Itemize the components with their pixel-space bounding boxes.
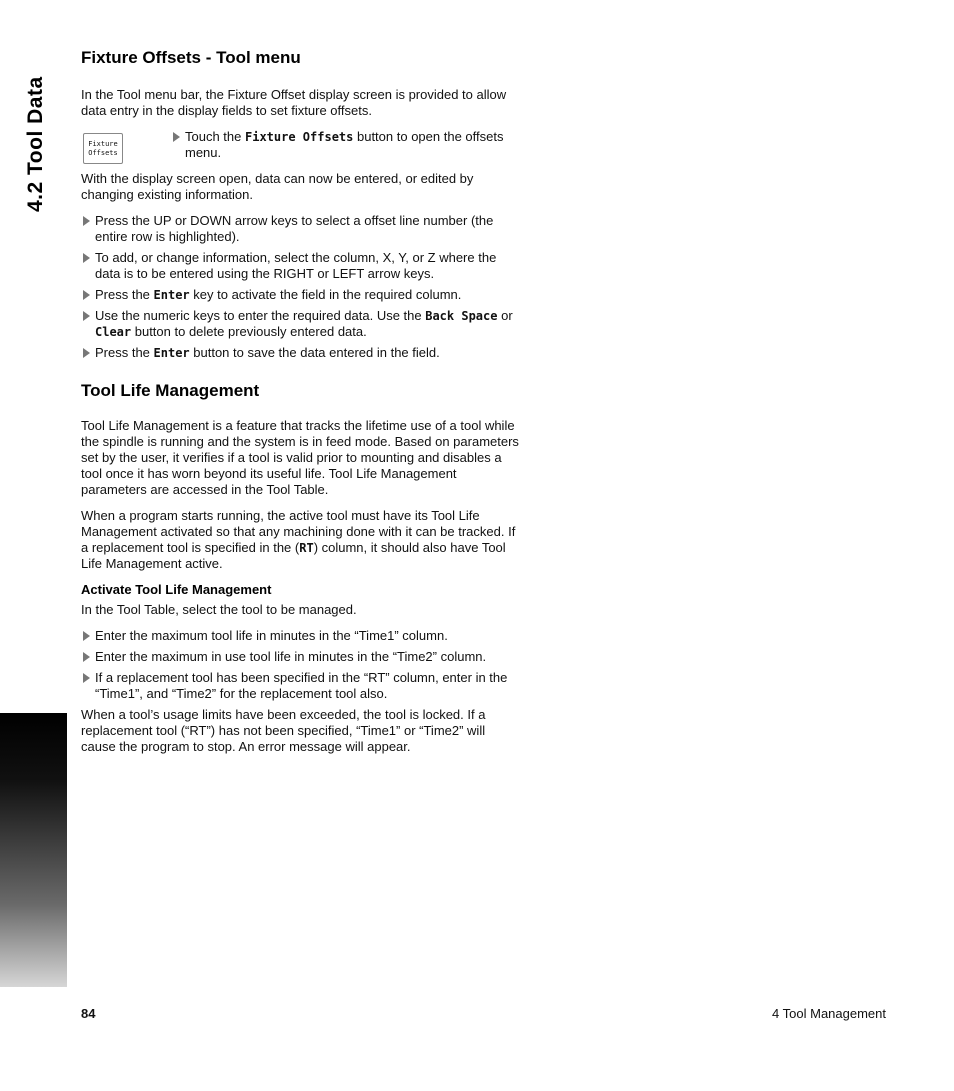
bullet-arrow-icon xyxy=(83,216,90,226)
fixture-offsets-heading: Fixture Offsets - Tool menu xyxy=(81,48,301,67)
list-item xyxy=(81,250,523,282)
rt-key: RT xyxy=(299,541,314,555)
list-item xyxy=(81,670,523,702)
step-pre: Press the xyxy=(95,287,154,302)
enter-key: Enter xyxy=(153,288,190,302)
touch-key: Fixture Offsets xyxy=(245,130,354,144)
activate-intro: In the Tool Table, select the tool to be managed. xyxy=(81,602,357,617)
list-item xyxy=(81,649,523,665)
bullet-arrow-icon xyxy=(83,253,90,263)
tool-life-closing: When a tool’s usage limits have been exceeded, the tool is locked. If a replacement tool (“RT”) has not been specified, “Time1” or “Time2” will cause the program to stop. An error message will appear. xyxy=(81,707,486,754)
list-item xyxy=(81,628,523,644)
fixture-offsets-button-line2: Offsets xyxy=(88,148,118,157)
tool-life-para2 xyxy=(81,508,523,572)
step-pre: Use the numeric keys to enter the required data. Use the xyxy=(95,308,426,323)
touch-instruction-row xyxy=(81,129,523,165)
chapter-side-tab xyxy=(0,713,67,987)
touch-pre: Touch the xyxy=(185,129,245,144)
list-item xyxy=(81,345,523,361)
bullet-arrow-icon xyxy=(83,290,90,300)
list-item xyxy=(81,287,523,303)
tool-life-para1: Tool Life Management is a feature that tracks the lifetime use of a tool while the spindle is running and the system is in feed mode. Based on parameters set by the user, it verifies if a tool is valid prior to mounting and disables a tool once it has worn beyond its useful life. Tool Life Management parameters are accessed in the Tool Table. xyxy=(81,418,519,497)
step-pre: Press the xyxy=(95,345,154,360)
fixture-offsets-intro: In the Tool menu bar, the Fixture Offset display screen is provided to allow data entry in the display fields to set fixture offsets. xyxy=(81,87,507,118)
touch-post: button to open the offsets menu. xyxy=(185,129,504,160)
bullet-arrow-icon xyxy=(83,652,90,662)
para2-post: ) column, it should also have Tool Life Management active. xyxy=(81,540,506,571)
fixture-offsets-button-line1: Fixture xyxy=(88,139,118,148)
step-post: key to activate the field in the required column. xyxy=(189,287,462,302)
enter-key: Enter xyxy=(153,346,190,360)
step-text: If a replacement tool has been specified in the “RT” column, enter in the “Time1”, and “Time2” for the replacement tool also. xyxy=(95,670,508,701)
step-text: To add, or change information, select the column, X, Y, or Z where the data is to be entered using the RIGHT or LEFT arrow keys. xyxy=(95,250,497,281)
touch-instruction xyxy=(173,129,535,161)
page-number: 84 xyxy=(81,1006,96,1021)
step-text: Enter the maximum in use tool life in minutes in the “Time2” column. xyxy=(95,649,487,664)
para2-pre: When a program starts running, the active tool must have its Tool Life Management activated so that any machining done with it can be tracked. If a replacement tool is specified in the ( xyxy=(81,508,516,555)
list-item xyxy=(81,213,523,245)
back-space-key: Back Space xyxy=(425,309,498,323)
bullet-arrow-icon xyxy=(83,311,90,321)
clear-key: Clear xyxy=(95,325,132,339)
step-mid: or xyxy=(497,308,513,323)
list-item xyxy=(81,308,523,340)
fixture-offsets-steps xyxy=(81,213,523,361)
bullet-arrow-icon xyxy=(83,673,90,683)
fixture-offsets-button[interactable] xyxy=(83,133,123,164)
bullet-arrow-icon xyxy=(173,132,180,142)
step-text: Enter the maximum tool life in minutes in the “Time1” column. xyxy=(95,628,448,643)
tool-life-heading: Tool Life Management xyxy=(81,381,260,400)
activate-tool-life-subheading: Activate Tool Life Management xyxy=(81,582,272,597)
tool-life-steps xyxy=(81,628,523,702)
main-content xyxy=(81,48,523,765)
bullet-arrow-icon xyxy=(83,631,90,641)
step-text: Press the UP or DOWN arrow keys to select a offset line number (the entire row is highlighted). xyxy=(95,213,494,244)
step-post: button to save the data entered in the field. xyxy=(189,345,440,360)
section-side-title: 4.2 Tool Data xyxy=(24,76,47,212)
step-post: button to delete previously entered data. xyxy=(131,324,367,339)
bullet-arrow-icon xyxy=(83,348,90,358)
chapter-footer: 4 Tool Management xyxy=(772,1006,886,1021)
fixture-offsets-para2: With the display screen open, data can now be entered, or edited by changing existing information. xyxy=(81,171,474,202)
